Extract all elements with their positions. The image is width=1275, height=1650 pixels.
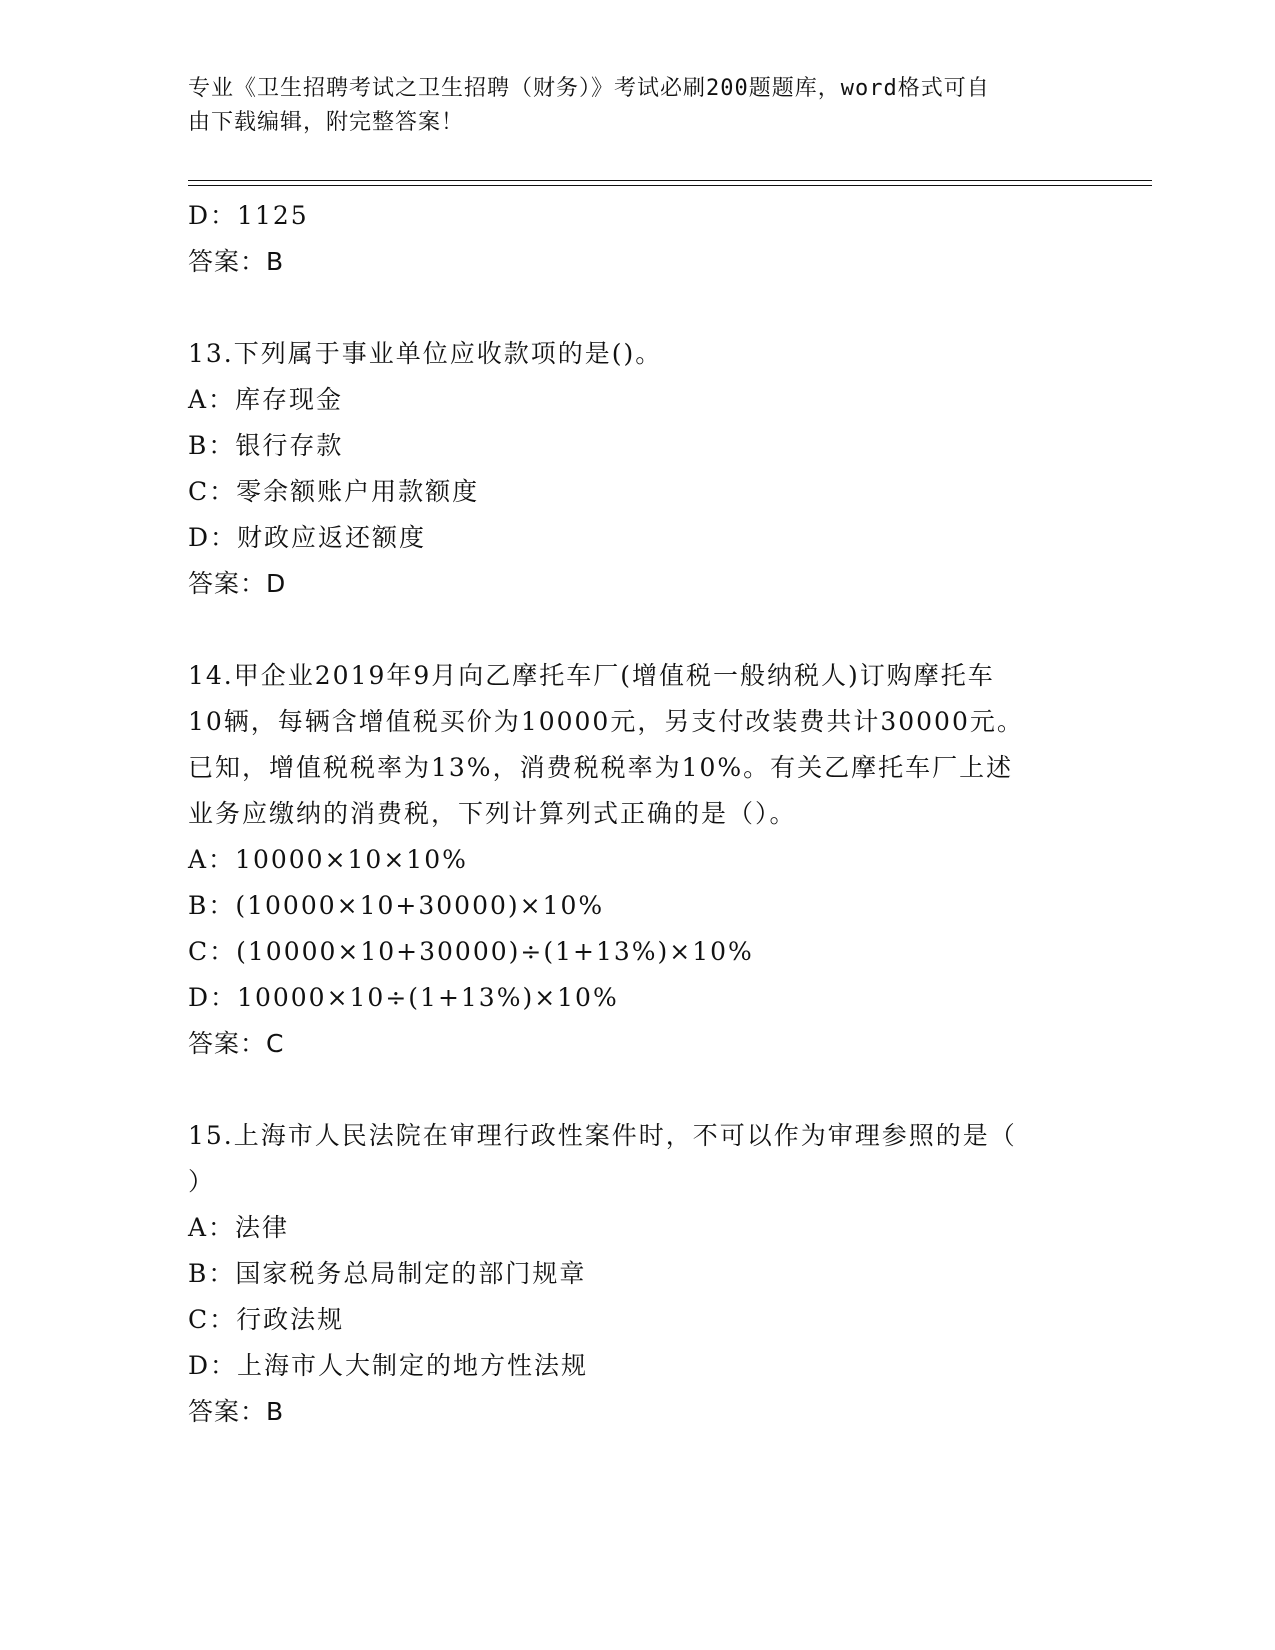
header-divider-top — [188, 180, 1152, 181]
spacer — [188, 607, 1108, 653]
question-stem-line: ） — [188, 1167, 216, 1196]
header-line-2: 由下载编辑，附完整答案！ — [188, 110, 465, 135]
spacer — [188, 285, 1108, 331]
answer: 答案：B — [188, 1397, 285, 1426]
option-a: A：法律 — [188, 1213, 290, 1242]
spacer — [188, 1067, 1108, 1113]
question-13 — [188, 331, 1108, 607]
question-stem: 13.下列属于事业单位应收款项的是()。 — [188, 339, 663, 368]
document-header — [188, 72, 1068, 140]
option-b: B：(10000×10+30000)×10% — [188, 891, 605, 920]
answer: 答案：D — [188, 569, 287, 598]
option-c: C：行政法规 — [188, 1305, 345, 1334]
question-15 — [188, 1113, 1108, 1435]
option-d: D：财政应返还额度 — [188, 523, 427, 552]
header-line-1: 专业《卫生招聘考试之卫生招聘（财务）》考试必刷200题题库，word格式可自 — [188, 76, 990, 101]
prev-answer: 答案：B — [188, 247, 285, 276]
question-stem-line: 15.上海市人民法院在审理行政性案件时，不可以作为审理参照的是（ — [188, 1121, 1017, 1150]
option-a: A：库存现金 — [188, 385, 344, 414]
prev-option-d: D：1125 — [188, 201, 309, 230]
option-d: D：10000×10÷(1+13%)×10% — [188, 983, 619, 1012]
option-c: C：(10000×10+30000)÷(1+13%)×10% — [188, 937, 754, 966]
question-14 — [188, 653, 1108, 1067]
document-body — [188, 193, 1108, 1435]
question-stem-line: 14.甲企业2019年9月向乙摩托车厂(增值税一般纳税人)订购摩托车 — [188, 661, 995, 690]
option-d: D：上海市人大制定的地方性法规 — [188, 1351, 589, 1380]
question-stem-line: 10辆，每辆含增值税买价为10000元，另支付改装费共计30000元。 — [188, 707, 1024, 736]
answer: 答案：C — [188, 1029, 285, 1058]
question-stem-line: 已知，增值税税率为13%，消费税税率为10%。有关乙摩托车厂上述 — [188, 753, 1014, 782]
option-b: B：银行存款 — [188, 431, 344, 460]
header-divider-bottom — [188, 185, 1152, 186]
option-a: A：10000×10×10% — [188, 845, 468, 874]
question-stem-line: 业务应缴纳的消费税，下列计算列式正确的是（）。 — [188, 799, 797, 828]
option-c: C：零余额账户用款额度 — [188, 477, 480, 506]
option-b: B：国家税务总局制定的部门规章 — [188, 1259, 587, 1288]
